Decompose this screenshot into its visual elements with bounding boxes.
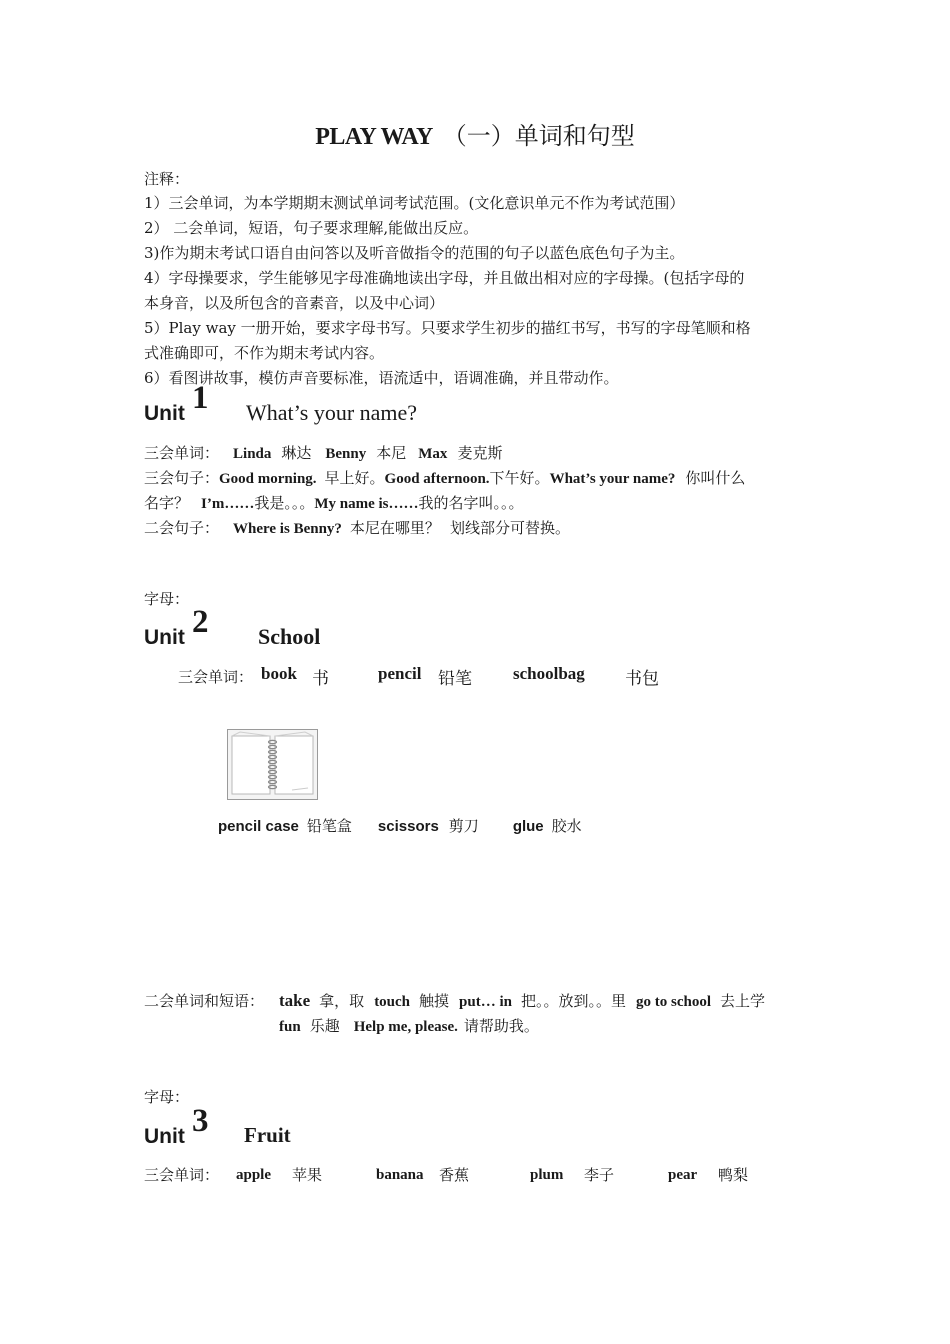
unit3-number: 3 xyxy=(192,1103,209,1139)
unit2-words-label: 三会单词： xyxy=(178,668,254,686)
unit1-word-zh: 麦克斯 xyxy=(457,444,503,462)
sentence-zh: 早上好。 xyxy=(324,469,385,487)
unit2-label: Unit xyxy=(144,626,185,649)
unit2-two-en: go to school xyxy=(636,994,712,1010)
sentence-en: Where is Benny? xyxy=(233,521,342,537)
unit1-sentences-row-2 xyxy=(144,492,524,515)
unit3-title: Fruit xyxy=(244,1123,291,1147)
unit2-word-en: pencil xyxy=(378,664,422,683)
unit2-two-zh: 乐趣 xyxy=(309,1017,340,1035)
note-line-7: 式准确即可，不作为期末考试内容。 xyxy=(144,344,385,362)
unit3-word-zh: 鸭梨 xyxy=(718,1166,749,1184)
unit1-sentences-row xyxy=(144,467,745,490)
note-line-8: 6）看图讲故事，模仿声音要标准，语流适中，语调准确，并且带动作。 xyxy=(144,369,619,387)
sentence-zh: 本尼在哪里？ xyxy=(349,519,440,537)
unit2-word-en: glue xyxy=(512,818,544,835)
unit1-word-zh: 琳达 xyxy=(281,444,312,462)
unit1-two-sentences-row xyxy=(144,517,570,540)
unit1-words-row xyxy=(144,442,502,465)
title-chinese: （一）单词和句型 xyxy=(442,122,635,150)
unit1-title: What’s your name? xyxy=(246,400,418,425)
sentence-zh: 你叫什么 xyxy=(685,469,746,487)
unit1-word-zh: 本尼 xyxy=(376,444,407,462)
unit2-two-zh: 拿，取 xyxy=(319,992,365,1010)
notes-heading: 注释： xyxy=(144,170,190,188)
unit2-two-zh: 把。。放到。。里 xyxy=(521,992,627,1010)
title-english: PLAY WAY xyxy=(315,124,433,150)
unit3-word-en: banana xyxy=(376,1167,424,1183)
notebook-image xyxy=(227,729,318,800)
unit2-word-en: book xyxy=(261,664,297,683)
unit2-word-zh: 书包 xyxy=(625,669,659,689)
sentence-en: Good morning. xyxy=(219,471,317,487)
unit3-words-label: 三会单词： xyxy=(144,1166,220,1184)
unit2-words2-row xyxy=(218,815,582,838)
unit2-word-en: scissors xyxy=(377,818,439,835)
unit2-word-en: schoolbag xyxy=(513,664,585,683)
sentence-zh: 名字？ xyxy=(144,494,190,512)
unit1-word-en: Linda xyxy=(233,446,272,462)
unit2-word-en: pencil case xyxy=(218,818,299,835)
unit2-word-zh: 铅笔 xyxy=(438,669,472,689)
note-line-6: 5）Play way 一册开始，要求字母书写。只要求学生初步的描红书写，书写的字母笔顺和格 xyxy=(144,319,751,337)
unit1-words-label: 三会单词： xyxy=(144,444,220,462)
unit2-two-en: Help me, please. xyxy=(353,1019,458,1035)
sentence-note: 划线部分可替换。 xyxy=(449,519,570,537)
unit2-two-label: 二会单词和短语： xyxy=(144,992,265,1010)
sentence-en: What’s your name? xyxy=(549,471,676,487)
unit1-word-en: Benny xyxy=(325,446,367,462)
note-line-5: 本身音，以及所包含的音素音，以及中心词） xyxy=(144,294,445,312)
unit2-word-zh: 铅笔盒 xyxy=(306,817,352,835)
unit3-label: Unit xyxy=(144,1125,185,1148)
unit1-sentences-label: 三会句子： xyxy=(144,469,220,487)
unit1-word-en: Max xyxy=(418,446,448,462)
unit2-two-en: take xyxy=(279,991,311,1010)
unit2-two-en: fun xyxy=(279,1019,301,1035)
page-title xyxy=(0,116,950,151)
unit3-word-zh: 苹果 xyxy=(292,1166,323,1184)
sentence-en: My name is…… xyxy=(314,496,419,512)
unit2-two-zh: 触摸 xyxy=(419,992,450,1010)
sentence-zh: 下午好。 xyxy=(489,469,550,487)
unit2-letters-label: 字母： xyxy=(144,1088,190,1106)
unit2-two-row-2 xyxy=(279,1015,539,1038)
sentence-en: I’m…… xyxy=(201,496,255,512)
unit2-title: School xyxy=(258,624,321,649)
unit2-word-zh: 书 xyxy=(312,669,329,689)
unit3-word-en: apple xyxy=(236,1167,272,1183)
unit2-two-en: put… in xyxy=(459,994,512,1010)
notebook-icon xyxy=(228,730,317,799)
unit3-word-zh: 李子 xyxy=(584,1166,615,1184)
note-line-1: 1）三会单词，为本学期期末测试单词考试范围。(文化意识单元不作为考试范围） xyxy=(144,194,685,212)
sentence-zh: 我是。。。 xyxy=(254,494,315,512)
unit2-two-row-1 xyxy=(279,990,765,1013)
unit2-two-zh: 去上学 xyxy=(720,992,766,1010)
note-line-3: 3)作为期末考试口语自由问答以及听音做指令的范围的句子以蓝色底色句子为主。 xyxy=(144,244,685,262)
sentence-zh: 我的名字叫。。。 xyxy=(418,494,524,512)
note-line-2: 2） 二会单词，短语，句子要求理解,能做出反应。 xyxy=(144,219,479,237)
unit3-word-en: pear xyxy=(668,1167,698,1183)
unit2-number: 2 xyxy=(192,604,209,640)
unit1-letters-label: 字母： xyxy=(144,590,190,608)
unit2-word-zh: 剪刀 xyxy=(448,817,479,835)
unit3-word-zh: 香蕉 xyxy=(439,1166,470,1184)
unit1-two-sentences-label: 二会句子： xyxy=(144,519,220,537)
unit2-word-zh: 胶水 xyxy=(551,817,582,835)
unit1-label: Unit xyxy=(144,402,185,425)
unit1-number: 1 xyxy=(192,380,209,416)
note-line-4: 4）字母操要求，学生能够见字母准确地读出字母，并且做出相对应的字母操。(包括字母的 xyxy=(144,269,745,287)
unit3-word-en: plum xyxy=(530,1167,564,1183)
unit2-two-zh: 请帮助我。 xyxy=(463,1017,539,1035)
unit2-two-en: touch xyxy=(374,994,411,1010)
sentence-en: Good afternoon. xyxy=(384,471,490,487)
